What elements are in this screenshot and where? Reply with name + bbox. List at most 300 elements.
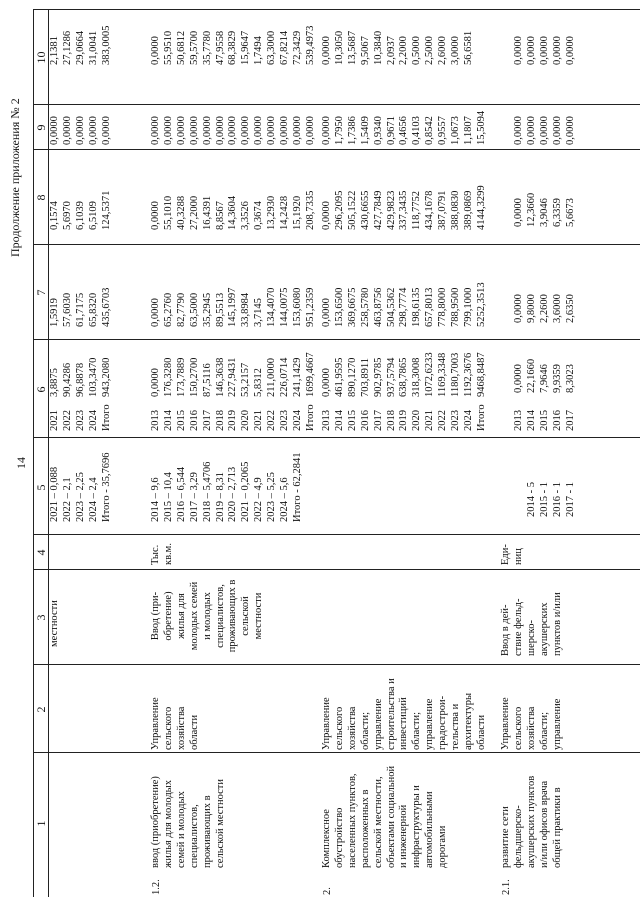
cell-line: 176,3280 bbox=[162, 357, 174, 397]
cell-line: 2017 bbox=[372, 410, 384, 431]
cell-line: 59,5700 bbox=[188, 30, 200, 65]
cell-line: 1,5409 bbox=[359, 116, 371, 145]
cell-line: 0,0000 bbox=[266, 116, 278, 145]
cell-line: специалистов, bbox=[188, 804, 200, 868]
cell-line: 2015 bbox=[538, 410, 550, 431]
cell-line: 1,7386 bbox=[346, 116, 358, 145]
row-2-1-col2 bbox=[500, 697, 565, 750]
cell-line: 2,6350 bbox=[564, 294, 576, 323]
cell-line: 22,1660 bbox=[525, 358, 537, 393]
cell-line: 2,6000 bbox=[437, 36, 449, 65]
cell-line: 55,1010 bbox=[162, 195, 174, 230]
cell-line: 461,9595 bbox=[333, 357, 345, 397]
row-2-col7 bbox=[321, 282, 489, 327]
col-divider-7 bbox=[33, 244, 640, 245]
row-2-col6-years bbox=[321, 404, 489, 431]
cell-line: 890,1270 bbox=[346, 357, 358, 397]
cell-line: 2,2000 bbox=[398, 36, 410, 65]
cell-line: сельской bbox=[240, 596, 252, 636]
cell-line: 0,0000 bbox=[150, 36, 161, 65]
cell-line: проживающих в bbox=[227, 579, 239, 653]
cell-line: проживающих в bbox=[201, 795, 213, 868]
cell-line: 3,8875 bbox=[49, 368, 60, 397]
cell-line: 124,5371 bbox=[100, 190, 112, 230]
cell-line: 40,3288 bbox=[175, 195, 187, 230]
top-col5-list bbox=[49, 453, 114, 522]
cell-line: 82,7790 bbox=[175, 292, 187, 327]
cell-line: 2014 – 9,6 bbox=[150, 477, 161, 522]
cell-line: 35,7780 bbox=[201, 30, 213, 65]
cell-line: 0,0000 bbox=[201, 116, 213, 145]
cell-line: 2016 bbox=[359, 410, 371, 431]
cell-line: 2016 - 1 bbox=[551, 482, 563, 517]
row-1-2-col6-years bbox=[150, 404, 318, 431]
cell-line: и инженерной bbox=[398, 804, 410, 868]
cell-line: 0,0000 bbox=[321, 368, 332, 397]
top-col8-values bbox=[49, 191, 114, 230]
cell-line: 2021 bbox=[424, 410, 436, 431]
col-divider-6 bbox=[33, 339, 640, 340]
cell-line: 2020 – 2,713 bbox=[227, 466, 239, 522]
column-number: 2 bbox=[34, 706, 48, 713]
cell-line: 241,1429 bbox=[291, 357, 303, 397]
cell-line: 0,0000 bbox=[564, 36, 576, 65]
cell-line: 65,8320 bbox=[87, 292, 99, 327]
cell-line: 434,1678 bbox=[424, 190, 436, 230]
cell-line: 0,0000 bbox=[74, 116, 86, 145]
cell-line: 0,0000 bbox=[538, 116, 550, 145]
cell-line: 0,0000 bbox=[240, 116, 252, 145]
row-1-2-col6-values bbox=[150, 352, 318, 397]
cell-line: 50,6812 bbox=[175, 30, 187, 65]
cell-line: акушерских bbox=[538, 602, 550, 656]
row-number: 2. bbox=[322, 887, 333, 895]
cell-line: 2016 bbox=[188, 410, 200, 431]
cell-line: области; bbox=[538, 711, 550, 750]
cell-line: 2014 bbox=[333, 410, 345, 431]
cell-line: 2023 – 5,25 bbox=[266, 472, 278, 522]
column-number: 7 bbox=[34, 289, 48, 296]
cell-line: пунктов и/или bbox=[551, 592, 563, 656]
cell-line: 2021 – 0,088 bbox=[49, 466, 60, 522]
cell-line: 0,1574 bbox=[49, 201, 60, 230]
cell-line: расположенных в bbox=[359, 789, 371, 868]
cell-line: 298,7774 bbox=[398, 287, 410, 327]
column-number: 3 bbox=[34, 614, 48, 621]
cell-line: 5,8312 bbox=[253, 368, 265, 397]
cell-line: 2023 – 2,25 bbox=[74, 472, 86, 522]
cell-line: Управление bbox=[321, 697, 332, 750]
cell-line: 0,0000 bbox=[513, 364, 524, 393]
cell-line: дорогами bbox=[437, 825, 449, 868]
cell-line: Тыс. bbox=[150, 544, 161, 565]
cell-line: 1,1807 bbox=[462, 116, 474, 145]
cell-line: 2,5000 bbox=[424, 36, 436, 65]
cell-line: ниц bbox=[512, 548, 524, 565]
cell-line: 90,4286 bbox=[61, 362, 73, 397]
cell-line: 14,3604 bbox=[227, 195, 239, 230]
cell-line: 788,9500 bbox=[450, 287, 462, 327]
cell-line: 943,2080 bbox=[100, 357, 112, 397]
top-col3-text: местности bbox=[49, 600, 60, 647]
cell-line: 0,3674 bbox=[253, 201, 265, 230]
cell-line: 2023 bbox=[279, 410, 291, 431]
cell-line: 0,0000 bbox=[551, 116, 563, 145]
cell-line: 3,0000 bbox=[450, 36, 462, 65]
cell-line: 2020 bbox=[240, 410, 252, 431]
row-2-col8 bbox=[321, 185, 489, 230]
cell-line: 2020 bbox=[411, 410, 423, 431]
cell-line: 2022 – 4,9 bbox=[253, 477, 265, 522]
cell-line: 153,6080 bbox=[291, 287, 303, 327]
cell-line: 703,8911 bbox=[359, 358, 371, 397]
cell-line: 2014 bbox=[525, 410, 537, 431]
cell-line: 2019 bbox=[398, 410, 410, 431]
row-2-1-col7 bbox=[513, 294, 578, 323]
column-number: 6 bbox=[34, 386, 48, 393]
cell-line: 3,7145 bbox=[253, 298, 265, 327]
column-number: 9 bbox=[34, 124, 48, 131]
cell-line: 0,4103 bbox=[411, 116, 423, 145]
cell-line: 33,8984 bbox=[240, 292, 252, 327]
cell-line: 0,0000 bbox=[525, 116, 537, 145]
cell-line: 258,5780 bbox=[359, 287, 371, 327]
cell-line: 15,1920 bbox=[291, 195, 303, 230]
cell-line: 937,5794 bbox=[385, 357, 397, 397]
cell-line: 2024 bbox=[87, 410, 99, 431]
row-1-2-col2 bbox=[150, 697, 202, 750]
top-col10-values bbox=[49, 26, 114, 65]
cell-line: 1192,3676 bbox=[462, 352, 474, 397]
row-2-1-col1 bbox=[500, 776, 565, 868]
cell-line: 430,6655 bbox=[359, 190, 371, 230]
cell-line: 134,4070 bbox=[266, 287, 278, 327]
cell-line: 2014 - 5 bbox=[526, 482, 537, 517]
top-col7-values bbox=[49, 288, 114, 327]
cell-line: 505,1522 bbox=[346, 190, 358, 230]
cell-line: 3,6000 bbox=[551, 294, 563, 323]
cell-line: 2015 bbox=[346, 410, 358, 431]
cell-line: 2015 – 10,4 bbox=[162, 472, 174, 522]
cell-line: 9,5067 bbox=[359, 36, 371, 65]
row-2-1-col4 bbox=[500, 544, 526, 565]
cell-line: обретение) bbox=[162, 591, 174, 641]
cell-line: и/или офисов врача bbox=[538, 780, 550, 868]
row-2-col2 bbox=[321, 678, 489, 750]
cell-line: 296,2095 bbox=[333, 190, 345, 230]
cell-line: 1,0673 bbox=[450, 116, 462, 145]
cell-line: акушерских пунктов bbox=[525, 775, 537, 868]
cell-line: области; bbox=[359, 711, 371, 750]
cell-line: управление bbox=[372, 698, 384, 750]
col-divider-4 bbox=[33, 534, 640, 535]
cell-line: 0,0000 bbox=[279, 116, 291, 145]
cell-line: 369,6675 bbox=[346, 287, 358, 327]
cell-line: 0,0000 bbox=[513, 116, 524, 145]
cell-line: управление bbox=[424, 698, 436, 750]
cell-line: 2024 bbox=[462, 410, 474, 431]
cell-line: Итого bbox=[475, 404, 487, 431]
row-1-2-col3 bbox=[150, 573, 266, 659]
col-divider-3 bbox=[33, 569, 640, 570]
row-2-col1 bbox=[321, 766, 450, 868]
cell-line: Итого - 62,2841 bbox=[291, 452, 303, 522]
cell-line: 211,0000 bbox=[266, 358, 278, 397]
cell-line: 2019 bbox=[227, 410, 239, 431]
cell-line: 87,5116 bbox=[201, 363, 213, 397]
cell-line: 2018 – 5,4706 bbox=[201, 461, 213, 522]
cell-line: 0,9557 bbox=[437, 116, 449, 145]
cell-line: 0,0000 bbox=[188, 116, 200, 145]
cell-line: местности bbox=[253, 592, 265, 640]
cell-line: 0,0000 bbox=[551, 36, 563, 65]
row-2-col9 bbox=[321, 111, 489, 145]
cell-line: области; bbox=[411, 711, 423, 750]
cell-line: сельского bbox=[333, 706, 345, 750]
cell-line: 144,0075 bbox=[279, 287, 291, 327]
cell-line: 638,7865 bbox=[398, 357, 410, 397]
cell-line: 2024 – 2,4 bbox=[87, 477, 99, 522]
cell-line: 0,0000 bbox=[525, 36, 537, 65]
cell-line: 5,6673 bbox=[564, 198, 576, 227]
cell-line: хозяйства bbox=[525, 706, 537, 750]
cell-line: 16,4391 bbox=[201, 195, 213, 230]
row-1-2-col8 bbox=[150, 191, 318, 230]
cell-line: 2,2600 bbox=[538, 294, 550, 323]
cell-line: 1072,6233 bbox=[424, 352, 436, 397]
cell-line: специалистов, bbox=[214, 584, 226, 648]
cell-line: 8,8567 bbox=[214, 201, 226, 230]
cell-line: 6,1039 bbox=[74, 201, 86, 230]
cell-line: 2017 bbox=[201, 410, 213, 431]
cell-line: 2015 - 1 bbox=[538, 482, 550, 517]
cell-line: 10,3840 bbox=[372, 30, 384, 65]
cell-line: 0,0000 bbox=[253, 116, 265, 145]
cell-line: 0,0000 bbox=[150, 201, 161, 230]
cell-line: сельского bbox=[512, 706, 524, 750]
cell-line: молодых семей bbox=[188, 581, 200, 651]
cell-line: Итого bbox=[304, 404, 316, 431]
row-1-2-col9 bbox=[150, 116, 318, 145]
cell-line: Ввод в дей- bbox=[500, 604, 511, 656]
cell-line: 0,9671 bbox=[385, 116, 397, 145]
cell-line: управление bbox=[551, 698, 563, 750]
row-2-1-col6-values bbox=[513, 359, 578, 393]
cell-line: 778,8000 bbox=[437, 287, 449, 327]
cell-line: 0,0000 bbox=[321, 116, 332, 145]
cell-line: 7,9646 bbox=[538, 364, 550, 393]
cell-line: 27,1286 bbox=[61, 30, 73, 65]
cell-line: 429,9823 bbox=[385, 190, 397, 230]
row-number: 1.2. bbox=[151, 879, 162, 895]
cell-line: 118,7752 bbox=[411, 191, 423, 230]
cell-line: 1,5919 bbox=[49, 298, 60, 327]
cell-line: 2,1381 bbox=[49, 36, 60, 65]
cell-line: обустройство bbox=[333, 807, 345, 868]
cell-line: 0,0000 bbox=[564, 116, 576, 145]
cell-line: шерско- bbox=[525, 620, 537, 656]
cell-line: 2018 bbox=[385, 410, 397, 431]
cell-line: 0,0000 bbox=[291, 116, 303, 145]
cell-line: 2019 – 8,31 bbox=[214, 472, 226, 522]
cell-line: 435,6703 bbox=[100, 287, 112, 327]
cell-line: населенных пунктов, bbox=[346, 773, 358, 868]
cell-line: архитектуры bbox=[462, 693, 474, 750]
cell-line: 153,6500 bbox=[333, 287, 345, 327]
cell-line: 53,2157 bbox=[240, 362, 252, 397]
cell-line: Комплексное bbox=[321, 809, 332, 868]
cell-line: 103,3470 bbox=[87, 357, 99, 397]
row-1-2-col4 bbox=[150, 543, 176, 565]
column-number: 1 bbox=[34, 820, 48, 827]
cell-line: кв.м. bbox=[162, 543, 174, 565]
cell-line: 47,9558 bbox=[214, 30, 226, 65]
cell-line: 504,5362 bbox=[385, 287, 397, 327]
cell-line: 0,0000 bbox=[214, 116, 226, 145]
cell-line: 388,0830 bbox=[450, 190, 462, 230]
cell-line: 0,0000 bbox=[321, 201, 332, 230]
col-divider-2 bbox=[33, 664, 640, 665]
cell-line: 2021 bbox=[49, 410, 60, 431]
row-2-1-col3 bbox=[500, 592, 565, 656]
cell-line: строительства и bbox=[385, 678, 397, 750]
row-2-col10 bbox=[321, 31, 476, 65]
cell-line: инфраструктуры и bbox=[411, 785, 423, 868]
cell-line: 1699,4667 bbox=[304, 352, 316, 397]
cell-line: 65,2760 bbox=[162, 292, 174, 327]
cell-line: 2024 – 5,6 bbox=[279, 477, 291, 522]
cell-line: 1180,7003 bbox=[450, 352, 462, 397]
cell-line: 6,5109 bbox=[87, 201, 99, 230]
cell-line: и молодых bbox=[201, 592, 213, 640]
cell-line: 0,0000 bbox=[100, 116, 112, 145]
cell-line: 657,8013 bbox=[424, 287, 436, 327]
cell-line: 2016 bbox=[551, 410, 563, 431]
cell-line: 72,3429 bbox=[291, 30, 303, 65]
cell-line: ввод (приобретение) bbox=[150, 776, 161, 868]
cell-line: 337,3435 bbox=[398, 190, 410, 230]
cell-line: Управление bbox=[150, 697, 161, 750]
row-1-2-col5 bbox=[150, 453, 305, 522]
cell-line: 0,8542 bbox=[424, 116, 436, 145]
cell-line: 0,0000 bbox=[304, 116, 316, 145]
cell-line: 2013 bbox=[321, 410, 332, 431]
col-divider-5 bbox=[33, 437, 640, 438]
cell-line: 173,7889 bbox=[175, 357, 187, 397]
cell-line: 63,3000 bbox=[266, 30, 278, 65]
cell-line: 902,9785 bbox=[372, 357, 384, 397]
cell-line: 6,3359 bbox=[551, 198, 563, 227]
cell-line: сельского bbox=[162, 706, 174, 750]
cell-line: 2022 bbox=[61, 410, 73, 431]
row-2-1-col10 bbox=[513, 36, 578, 65]
cell-line: 9,9359 bbox=[551, 364, 563, 393]
cell-line: 2014 bbox=[162, 410, 174, 431]
cell-line: 56,6581 bbox=[462, 30, 474, 65]
cell-line: 0,0000 bbox=[61, 116, 73, 145]
cell-line: 0,0000 bbox=[162, 116, 174, 145]
cell-line: 0,0000 bbox=[49, 116, 60, 145]
col-divider-9 bbox=[33, 104, 640, 105]
cell-line: 145,1997 bbox=[227, 287, 239, 327]
cell-line: 5252,3513 bbox=[475, 282, 487, 327]
cell-line: 0,0000 bbox=[175, 116, 187, 145]
column-number: 8 bbox=[34, 194, 48, 201]
cell-line: 2023 bbox=[74, 410, 86, 431]
top-col6-values bbox=[49, 358, 114, 397]
cell-line: 57,6030 bbox=[61, 292, 73, 327]
cell-line: области bbox=[475, 714, 487, 750]
cell-line: 67,8214 bbox=[279, 30, 291, 65]
cell-line: 383,0005 bbox=[100, 25, 112, 65]
cell-line: развитие сети bbox=[500, 806, 511, 868]
cell-line: 387,0791 bbox=[437, 190, 449, 230]
row-2-1-col9 bbox=[513, 116, 578, 145]
cell-line: 15,5094 bbox=[475, 110, 487, 145]
cell-line: 208,7335 bbox=[304, 190, 316, 230]
row-1-2-col1 bbox=[150, 776, 227, 868]
cell-line: 0,0000 bbox=[87, 116, 99, 145]
cell-line: 68,3829 bbox=[227, 30, 239, 65]
cell-line: 10,3050 bbox=[333, 30, 345, 65]
cell-line: Управление bbox=[500, 697, 511, 750]
cell-line: 0,0000 bbox=[150, 116, 161, 145]
cell-line: 1169,3348 bbox=[437, 352, 449, 397]
col-divider-8 bbox=[33, 149, 640, 150]
cell-line: 318,3008 bbox=[411, 357, 423, 397]
continuation-heading: Продолжение приложения № 2 bbox=[8, 98, 22, 257]
cell-line: 0,0000 bbox=[227, 116, 239, 145]
cell-line: сельской местности bbox=[214, 778, 226, 868]
cell-line: инвестиций bbox=[398, 697, 410, 750]
cell-line: 8,3023 bbox=[564, 364, 576, 393]
cell-line: 539,4973 bbox=[304, 25, 316, 65]
cell-line: 3,9046 bbox=[538, 198, 550, 227]
cell-line: 2,0937 bbox=[385, 36, 397, 65]
cell-line: 5,6970 bbox=[61, 201, 73, 230]
cell-line: 2016 – 6,544 bbox=[175, 466, 187, 522]
cell-line: 427,7849 bbox=[372, 190, 384, 230]
cell-line: 15,9647 bbox=[240, 30, 252, 65]
cell-line: 2022 bbox=[437, 410, 449, 431]
cell-line: 226,0714 bbox=[279, 357, 291, 397]
cell-line: 0,0000 bbox=[321, 36, 332, 65]
row-2-1-col8 bbox=[513, 193, 578, 227]
cell-line: 2023 bbox=[450, 410, 462, 431]
cell-line: 799,1000 bbox=[462, 287, 474, 327]
row-1-2-col7 bbox=[150, 288, 318, 327]
cell-line: 227,9431 bbox=[227, 357, 239, 397]
cell-line: хозяйства bbox=[346, 706, 358, 750]
top-col9-values bbox=[49, 116, 114, 145]
column-number: 10 bbox=[34, 51, 48, 64]
cell-line: 146,3638 bbox=[214, 357, 226, 397]
cell-line: 198,6135 bbox=[411, 287, 423, 327]
cell-line: 0,0000 bbox=[513, 36, 524, 65]
cell-line: 2013 bbox=[150, 410, 161, 431]
col-divider-1 bbox=[33, 752, 640, 753]
cell-line: 0,4656 bbox=[398, 116, 410, 145]
cell-line: области bbox=[188, 714, 200, 750]
cell-line: семей и молодых bbox=[175, 791, 187, 868]
cell-line: 14,2428 bbox=[279, 195, 291, 230]
cell-line: 463,8756 bbox=[372, 287, 384, 327]
cell-line: 89,5513 bbox=[214, 292, 226, 327]
cell-line: 2015 bbox=[175, 410, 187, 431]
page-number: 14 bbox=[14, 457, 28, 469]
cell-line: 389,0869 bbox=[462, 190, 474, 230]
cell-line: 96,8878 bbox=[74, 362, 86, 397]
